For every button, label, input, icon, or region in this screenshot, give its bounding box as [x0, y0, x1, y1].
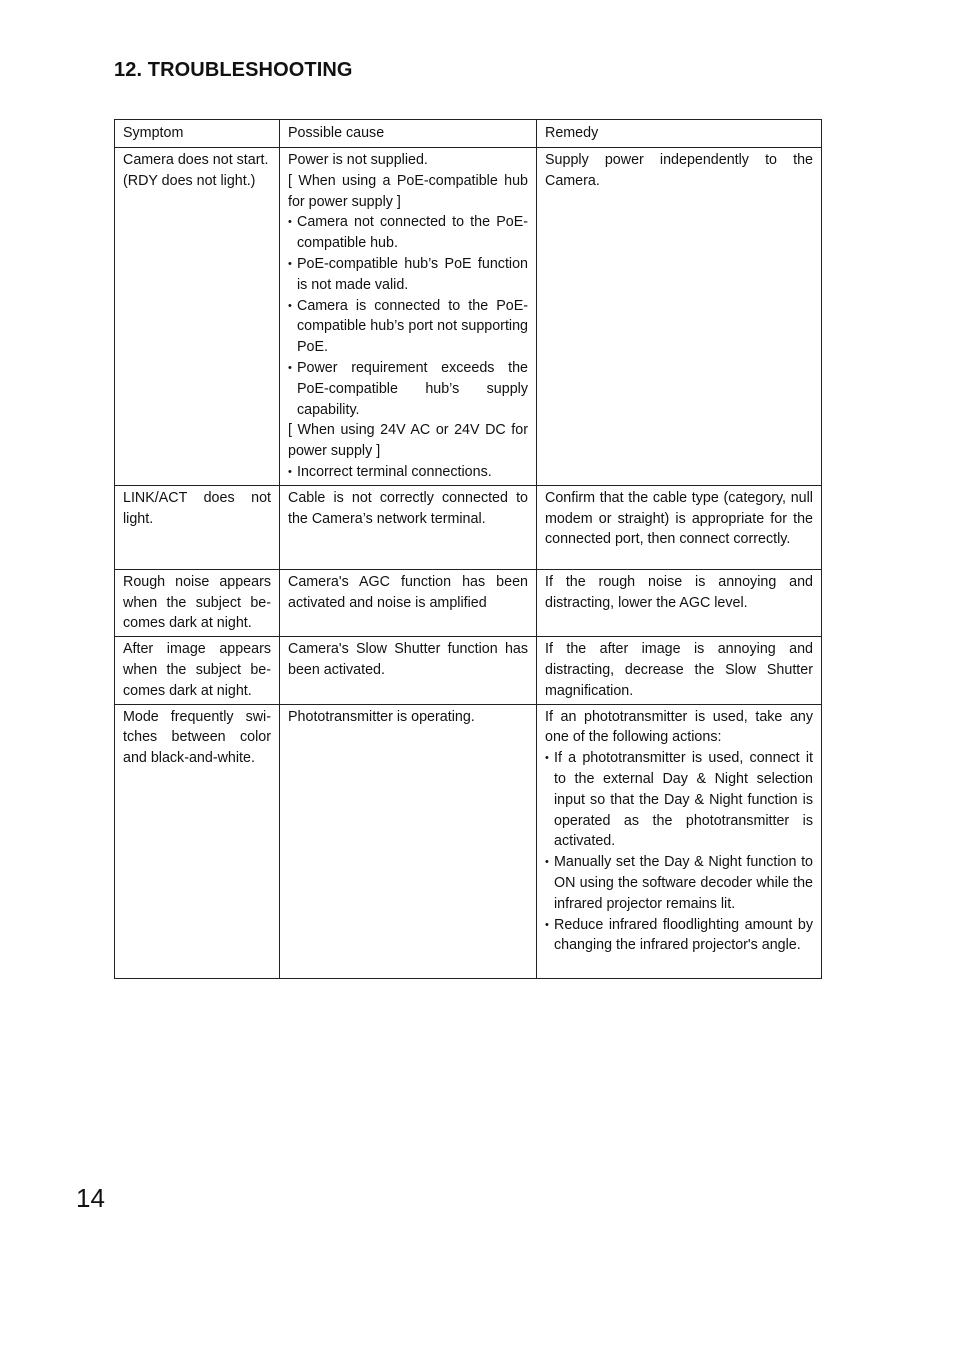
bullet-icon: •: [288, 299, 292, 312]
remedy-cell: If the rough noise is annoying and distracting, lower the AGC level.: [537, 569, 822, 636]
remedy-paragraph: If an phototransmitter is used, take any one of the following actions:: [545, 708, 813, 746]
symptom-cell: Camera does not start. (RDY does not light.): [115, 148, 280, 486]
remedy-cell: Confirm that the cable type (category, null modem or straight) is appropriate for the connected port, then connect correctly.: [537, 485, 822, 569]
header-symptom: Symptom: [115, 120, 280, 148]
bullet-icon: •: [288, 465, 292, 478]
table-row: [115, 569, 822, 636]
bullet-icon: •: [288, 216, 292, 229]
remedy-cell: If the after image is annoying and distracting, decrease the Slow Shutter magnification.: [537, 637, 822, 704]
table-row: [115, 485, 822, 569]
remedy-cell: Supply power independently to the Camera.: [537, 148, 822, 486]
cause-paragraph: [ When using a PoE-compatible hub for power supply ]: [288, 172, 528, 210]
list-item-text: Camera not connected to the PoE-compatible hub.: [297, 214, 528, 252]
list-item: [288, 212, 528, 254]
bullet-icon: •: [545, 918, 549, 931]
symptom-cell: LINK/ACT does not light.: [115, 485, 280, 569]
cause-cell: [280, 148, 537, 486]
section-heading: 12. TROUBLESHOOTING: [114, 59, 353, 81]
cause-paragraph: [ When using 24V AC or 24V DC for power supply ]: [288, 422, 528, 460]
list-item: [545, 852, 813, 914]
symptom-cell: Rough noise appears when the subject be-comes dark at night.: [115, 569, 280, 636]
bullet-icon: •: [288, 257, 292, 270]
page-number: 14: [76, 1183, 105, 1213]
list-item-text: Incorrect terminal connections.: [297, 463, 492, 480]
list-item: [545, 748, 813, 852]
remedy-cell: [537, 704, 822, 978]
list-item-text: Camera is connected to the PoE-compatible hub’s port not supporting PoE.: [297, 297, 528, 356]
table-header-row: [115, 120, 822, 148]
list-item: [288, 358, 528, 420]
list-item-text: PoE-compatible hub’s PoE function is not made valid.: [297, 255, 528, 293]
cause-cell: Camera's Slow Shutter function has been activated.: [280, 637, 537, 704]
table-row: [115, 704, 822, 978]
table-row: [115, 148, 822, 486]
cause-cell: Cable is not correctly connected to the Camera’s network terminal.: [280, 485, 537, 569]
table-row: [115, 637, 822, 704]
list-item-text: Reduce infrared floodlighting amount by changing the infrared projector's angle.: [554, 916, 813, 954]
symptom-cell: Mode frequently swi-tches between color and black-and-white.: [115, 704, 280, 978]
list-item-text: Manually set the Day & Night function to ON using the software decoder while the infrared projector remains lit.: [554, 854, 813, 912]
troubleshooting-table: [114, 119, 822, 979]
bullet-icon: •: [545, 752, 549, 765]
list-item: [545, 915, 813, 957]
list-item: [288, 254, 528, 296]
cause-cell: Camera's AGC function has been activated and noise is amplified: [280, 569, 537, 636]
symptom-cell: After image appears when the subject be-comes dark at night.: [115, 637, 280, 704]
cause-paragraph: Power is not supplied.: [288, 152, 428, 168]
bullet-icon: •: [545, 856, 549, 869]
list-item-text: If a phototransmitter is used, connect it to the external Day & Night selection input so that the Day & Night function is operated as the phototransmitter is activated.: [554, 750, 813, 850]
header-possible-cause: Possible cause: [280, 120, 537, 148]
cause-cell: Phototransmitter is operating.: [280, 704, 537, 978]
header-remedy: Remedy: [537, 120, 822, 148]
bullet-icon: •: [288, 361, 292, 374]
list-item: [288, 296, 528, 358]
list-item-text: Power requirement exceeds the PoE-compatible hub’s supply capability.: [297, 359, 528, 418]
list-item: [288, 462, 528, 483]
